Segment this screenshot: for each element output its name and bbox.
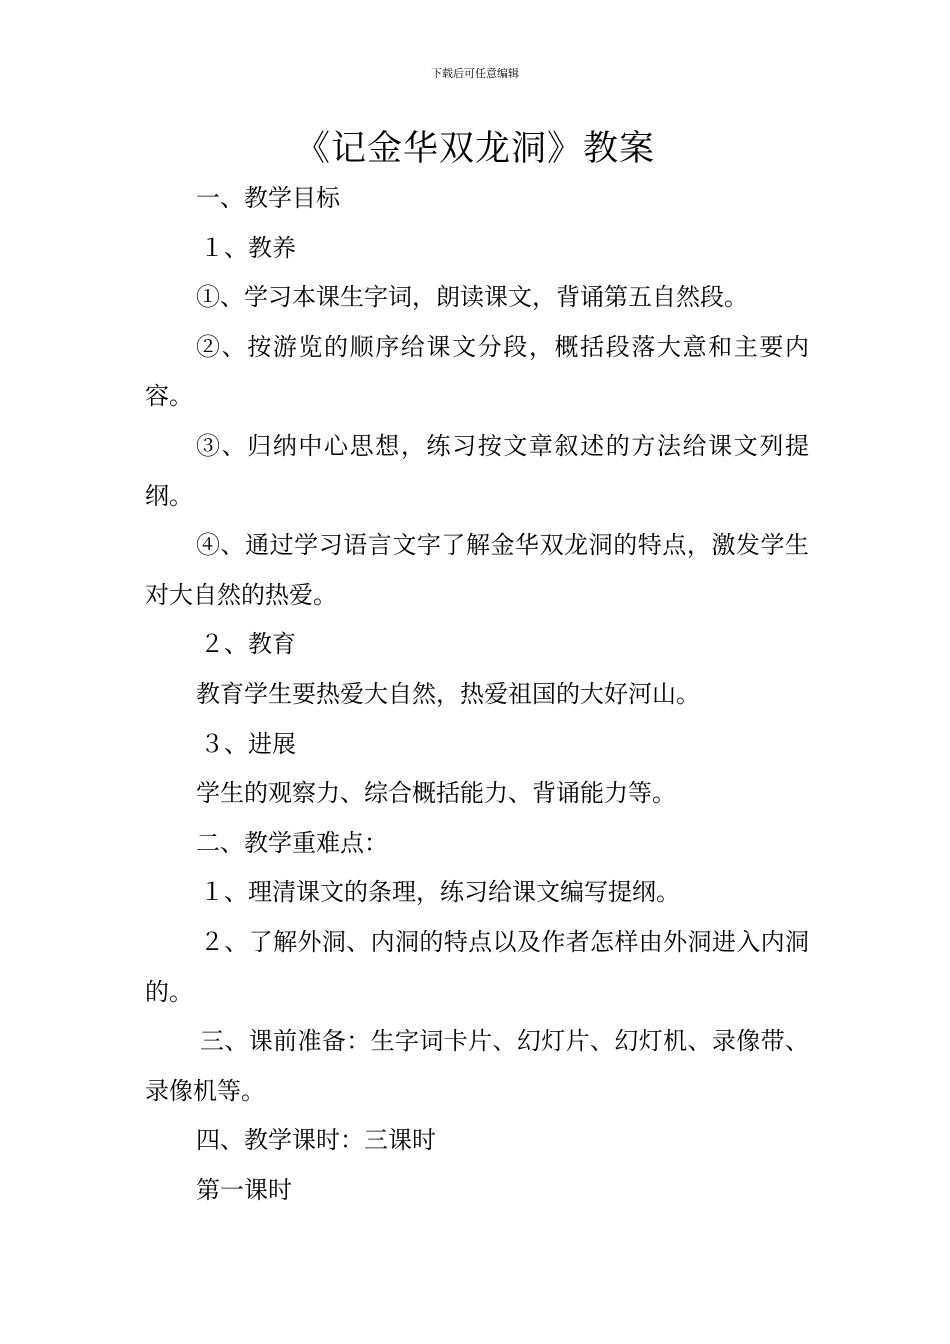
subsection-heading: ２、教育 (200, 630, 296, 659)
section-heading: 三、课前准备：生字词卡片、幻灯片、幻灯机、录像带、录像机等。 (145, 1027, 809, 1105)
subsection-heading: １、教养 (200, 233, 296, 262)
paragraph: 学生的观察力、综合概括能力、背诵能力等。 (196, 779, 676, 808)
list-item: ④、通过学习语言文字了解金华双龙洞的特点，激发学生对大自然的热爱。 (145, 531, 809, 609)
lesson-heading: 第一课时 (196, 1175, 292, 1204)
section-heading: 四、教学课时：三课时 (196, 1126, 436, 1155)
list-item: ２、了解外洞、内洞的特点以及作者怎样由外洞进入内洞的。 (145, 927, 809, 1006)
paragraph: 教育学生要热爱大自然，热爱祖国的大好河山。 (196, 679, 700, 708)
header-note: 下载后可任意编辑 (431, 67, 519, 80)
page-title: 《记金华双龙洞》教案 (294, 129, 655, 169)
list-item: ①、学习本课生字词，朗读课文，背诵第五自然段。 (196, 283, 748, 312)
subsection-heading: ３、进展 (200, 729, 296, 758)
document-body (145, 174, 809, 1215)
list-item: １、理清课文的条理，练习给课文编写提纲。 (200, 878, 680, 907)
list-item: ②、按游览的顺序给课文分段，概括段落大意和主要内容。 (145, 332, 809, 411)
section-heading: 一、教学目标 (196, 184, 340, 212)
list-item: ③、归纳中心思想，练习按文章叙述的方法给课文列提纲。 (145, 431, 809, 510)
section-heading: 二、教学重难点： (196, 828, 388, 857)
